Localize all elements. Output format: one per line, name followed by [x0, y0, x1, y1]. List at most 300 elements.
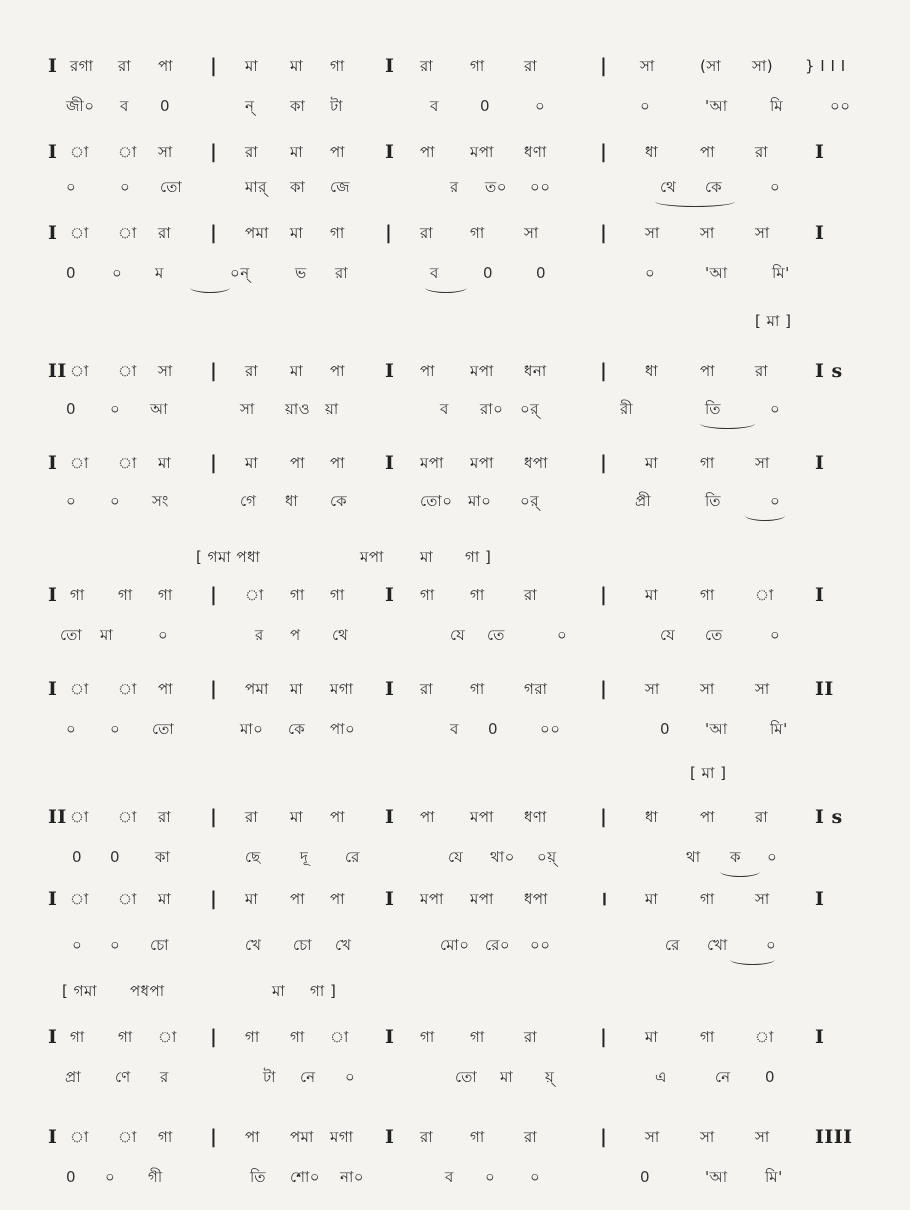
lyric-syllable: ম: [155, 264, 164, 282]
lyric-syllable: খে: [335, 936, 352, 954]
beat-divider: |: [210, 1126, 218, 1148]
lyric-syllable: না০: [340, 1168, 365, 1186]
bracket-line: [0, 546, 910, 580]
swara-line: [0, 360, 910, 394]
lyric-syllable: থা০: [490, 848, 515, 866]
lyric-syllable: ০র্: [520, 492, 540, 510]
bar-line: I: [815, 1026, 825, 1048]
lyric-syllable: ব: [445, 1168, 454, 1186]
lyric-syllable: তো০: [420, 492, 453, 510]
beat-divider: |: [600, 55, 608, 77]
bar-line: I: [385, 452, 395, 474]
lyric-syllable: ণে: [115, 1068, 131, 1086]
lyric-syllable: নে: [300, 1068, 316, 1086]
beat-divider: |: [210, 888, 218, 910]
swara-note: গা: [70, 586, 85, 604]
swara-note: রা: [118, 57, 132, 75]
lyric-syllable: ব: [120, 97, 129, 115]
swara-note: া: [118, 1128, 137, 1146]
swara-note: মগা: [330, 1128, 354, 1146]
lyric-syllable: প্রা: [65, 1068, 82, 1086]
lyric-syllable: র: [255, 626, 264, 644]
lyric-syllable: 'আ: [705, 264, 728, 282]
bar-line: I s: [815, 360, 843, 382]
lyric-syllable: রে: [345, 848, 360, 866]
bracket-ga-2: গা ]: [310, 982, 337, 1000]
swara-note: গা: [700, 454, 715, 472]
swara-note: গা: [158, 1128, 173, 1146]
lyric-syllable: রা০: [480, 400, 504, 418]
beat-divider: |: [600, 452, 608, 474]
swara-note: া: [118, 890, 137, 908]
bar-line: I: [815, 452, 825, 474]
swara-note: গা: [470, 1028, 485, 1046]
swara-note: রা: [245, 362, 259, 380]
swara-note: া: [70, 808, 89, 826]
swara-note: মা: [245, 890, 259, 908]
swara-note: পা: [420, 362, 436, 380]
lyric-syllable: 0: [66, 264, 77, 282]
beat-divider: |: [210, 222, 218, 244]
lyric-syllable: ০: [66, 492, 77, 510]
swara-note: পমা: [245, 680, 269, 698]
beat-divider: |: [210, 141, 218, 163]
lyric-syllable: রী: [620, 400, 634, 418]
lyric-syllable: ০: [120, 178, 131, 196]
lyric-syllable: 'আ: [705, 720, 728, 738]
swara-note: মপা: [470, 454, 494, 472]
swara-note: পা: [330, 362, 346, 380]
lyric-syllable: কে: [288, 720, 306, 738]
lyric-syllable: জী০: [66, 97, 95, 115]
swara-note: ধা: [645, 143, 659, 161]
bracket-gama: [ গমা পধা: [196, 548, 261, 566]
bar-line: II: [48, 806, 67, 828]
lyric-syllable: ০: [535, 97, 546, 115]
swara-note: গা: [700, 586, 715, 604]
lyric-syllable: ০: [770, 400, 781, 418]
lyric-syllable: র: [450, 178, 459, 196]
swara-note: পা: [330, 808, 346, 826]
lyric-syllable: 0: [66, 1168, 77, 1186]
swara-note: পা: [420, 143, 436, 161]
lyric-syllable: ০: [767, 848, 778, 866]
slur-arc: [730, 954, 775, 965]
swara-line: [0, 806, 910, 840]
lyric-syllable: নে: [715, 1068, 731, 1086]
swara-note: গা: [420, 1028, 435, 1046]
swara-note: া: [118, 680, 137, 698]
bracket-line: [0, 310, 910, 344]
lyric-syllable: মো০: [440, 936, 470, 954]
lyric-syllable: 0: [660, 720, 671, 738]
swara-note: পা: [245, 1128, 261, 1146]
swara-note: া: [70, 454, 89, 472]
lyric-syllable: কে: [330, 492, 348, 510]
bar-line: I: [385, 584, 395, 606]
lyric-syllable: 0: [640, 1168, 651, 1186]
lyric-syllable: ০০: [530, 936, 551, 954]
lyric-syllable: ০: [770, 626, 781, 644]
swara-note: সা: [524, 224, 539, 242]
bracket-mapa: মপা: [360, 548, 384, 566]
swara-note: রা: [420, 680, 434, 698]
lyric-syllable: যে: [448, 848, 464, 866]
swara-note: রা: [245, 143, 259, 161]
bracket-ma-2: মা: [420, 548, 434, 566]
bar-line: I: [48, 584, 58, 606]
swara-note: মা: [645, 454, 659, 472]
bar-line: I: [815, 141, 825, 163]
swara-note: া: [70, 890, 89, 908]
swara-note: া: [70, 362, 89, 380]
bar-line: I s: [815, 806, 843, 828]
swara-note: া: [755, 586, 774, 604]
swara-note: গা: [420, 586, 435, 604]
lyric-syllable: ০: [66, 178, 77, 196]
lyric-syllable: থে: [332, 626, 349, 644]
swara-note: মপা: [470, 362, 494, 380]
swara-note: ধপা: [524, 890, 548, 908]
lyric-syllable: ০: [105, 1168, 116, 1186]
bracket-padhapa: পধপা: [130, 982, 165, 1000]
lyric-syllable: কা: [290, 97, 306, 115]
swara-note: মা: [290, 362, 304, 380]
lyric-syllable: ০: [110, 400, 121, 418]
lyric-syllable: সং: [152, 492, 169, 510]
lyric-syllable: যে: [660, 626, 676, 644]
swara-line: [0, 222, 910, 256]
lyric-syllable: ছে: [245, 848, 261, 866]
swara-note: মা: [290, 808, 304, 826]
swara-note: মা: [158, 454, 172, 472]
bar-line: I: [385, 888, 395, 910]
swara-note: া: [118, 454, 137, 472]
swara-note: মপা: [470, 143, 494, 161]
lyric-syllable: র: [160, 1068, 169, 1086]
bar-line: II: [48, 360, 67, 382]
swara-note: মা: [245, 57, 259, 75]
lyric-syllable: ০: [485, 1168, 496, 1186]
swara-note: সা: [645, 680, 660, 698]
swara-note: গা: [118, 586, 133, 604]
lyric-syllable: জে: [330, 178, 351, 196]
lyric-syllable: রে০: [485, 936, 511, 954]
lyric-syllable: ০: [645, 264, 656, 282]
lyric-syllable: ০: [770, 178, 781, 196]
swara-note: পমা: [245, 224, 269, 242]
swara-note: সা): [752, 57, 774, 75]
bar-line: I: [385, 55, 395, 77]
lyric-syllable: 0: [536, 264, 547, 282]
swara-note: (সা: [700, 57, 722, 75]
lyric-line: [0, 846, 910, 880]
lyric-syllable: তি: [250, 1168, 267, 1186]
swara-note: রা: [420, 1128, 434, 1146]
swara-note: মপা: [470, 890, 494, 908]
swara-note: া: [70, 143, 89, 161]
swara-note: সা: [645, 1128, 660, 1146]
swara-line: [0, 141, 910, 175]
lyric-syllable: ব: [450, 720, 459, 738]
slur-arc: [700, 418, 755, 429]
swara-note: মা: [290, 680, 304, 698]
lyric-syllable: য়্: [545, 1068, 555, 1086]
lyric-syllable: কে: [705, 178, 723, 196]
swara-note: ধপা: [524, 454, 548, 472]
lyric-syllable: তো: [160, 178, 183, 196]
lyric-syllable: যে: [450, 626, 466, 644]
lyric-syllable: মা: [500, 1068, 514, 1086]
lyric-syllable: রে: [665, 936, 680, 954]
lyric-syllable: কা: [290, 178, 306, 196]
bar-line: I: [385, 360, 395, 382]
bar-line: I: [815, 584, 825, 606]
lyric-syllable: থা: [686, 848, 701, 866]
swara-note: পা: [420, 808, 436, 826]
lyric-syllable: সা: [240, 400, 255, 418]
bar-line: I: [815, 222, 825, 244]
beat-divider: |: [385, 222, 393, 244]
lyric-syllable: 0: [488, 720, 499, 738]
lyric-syllable: তে: [705, 626, 723, 644]
beat-divider: |: [210, 584, 218, 606]
swara-note: ধা: [645, 808, 659, 826]
lyric-syllable: তো: [152, 720, 175, 738]
lyric-syllable: পা০: [330, 720, 356, 738]
lyric-syllable: ব: [430, 97, 439, 115]
swara-note: রা: [524, 1028, 538, 1046]
swara-note: রা: [420, 57, 434, 75]
swara-note: গা: [330, 586, 345, 604]
lyric-line: [0, 95, 910, 129]
beat-divider: ।: [600, 888, 608, 910]
swara-note: সা: [645, 224, 660, 242]
beat-divider: |: [600, 141, 608, 163]
swara-note: সা: [700, 680, 715, 698]
lyric-syllable: ০: [112, 264, 123, 282]
swara-note: মা: [290, 224, 304, 242]
swara-note: গা: [330, 57, 345, 75]
lyric-syllable: 0: [66, 400, 77, 418]
swara-note: া: [158, 1028, 177, 1046]
lyric-syllable: ০০: [830, 97, 851, 115]
bar-line: I: [385, 1126, 395, 1148]
bar-line: I: [815, 888, 825, 910]
swara-note: সা: [755, 890, 770, 908]
lyric-line: [0, 1166, 910, 1200]
beat-divider: |: [600, 1026, 608, 1048]
swara-note: মা: [245, 454, 259, 472]
lyric-syllable: ০: [66, 720, 77, 738]
swara-note: রা: [524, 1128, 538, 1146]
swara-note: রা: [524, 586, 538, 604]
beat-divider: |: [210, 452, 218, 474]
swara-note: গা: [470, 680, 485, 698]
lyric-syllable: ০: [110, 492, 121, 510]
swara-note: সা: [755, 224, 770, 242]
swara-note: গা: [70, 1028, 85, 1046]
lyric-syllable: মি': [765, 1168, 783, 1186]
lyric-syllable: মি: [770, 97, 784, 115]
lyric-syllable: ন্: [245, 97, 255, 115]
swara-note: রগা: [70, 57, 94, 75]
lyric-syllable: তে: [487, 626, 505, 644]
lyric-syllable: ০: [770, 492, 781, 510]
swara-note: া: [70, 680, 89, 698]
swara-note: গা: [470, 1128, 485, 1146]
swara-note: মা: [645, 586, 659, 604]
swara-note: পা: [700, 143, 716, 161]
swara-note: গা: [700, 1028, 715, 1046]
bracket-ma-1: [ মা ]: [755, 312, 792, 330]
swara-note: া: [755, 1028, 774, 1046]
lyric-syllable: 0: [765, 1068, 776, 1086]
swara-note: গা: [700, 890, 715, 908]
bracket-ga: গা ]: [465, 548, 492, 566]
bar-line: I: [385, 678, 395, 700]
lyric-syllable: থে: [660, 178, 677, 196]
swara-note: মপা: [420, 890, 444, 908]
swara-note: গা: [158, 586, 173, 604]
lyric-line: [0, 718, 910, 752]
lyric-syllable: 0: [72, 848, 83, 866]
bracket-gama-2: [ গমা: [62, 982, 98, 1000]
lyric-syllable: ত০: [485, 178, 508, 196]
lyric-syllable: ০: [530, 1168, 541, 1186]
lyric-syllable: প: [290, 626, 301, 644]
swara-note: রা: [158, 224, 172, 242]
beat-divider: |: [600, 806, 608, 828]
bar-line: I: [48, 55, 58, 77]
lyric-syllable: মি': [772, 264, 790, 282]
swara-note: পমা: [290, 1128, 314, 1146]
bar-line: I: [48, 141, 58, 163]
lyric-syllable: ০র্: [520, 400, 540, 418]
swara-note: া: [118, 224, 137, 242]
bar-line: I: [48, 678, 58, 700]
lyric-line: [0, 176, 910, 210]
swara-note: রা: [524, 57, 538, 75]
swara-line: [0, 678, 910, 712]
lyric-syllable: ০: [110, 720, 121, 738]
swara-note: া: [330, 1028, 349, 1046]
lyric-syllable: ধা: [285, 492, 299, 510]
bracket-ma-2: [ মা ]: [690, 764, 727, 782]
lyric-syllable: 'আ: [705, 1168, 728, 1186]
lyric-syllable: 'আ: [705, 97, 728, 115]
swara-note: ধা: [645, 362, 659, 380]
swara-note: পা: [158, 680, 174, 698]
lyric-syllable: চো: [293, 936, 313, 954]
bar-line: I: [48, 1126, 58, 1148]
swara-note: সা: [158, 362, 173, 380]
lyric-syllable: ব: [430, 264, 439, 282]
lyric-syllable: ভ: [295, 264, 307, 282]
lyric-syllable: ০: [345, 1068, 356, 1086]
swara-note: মা: [158, 890, 172, 908]
lyric-syllable: শো০: [290, 1168, 321, 1186]
beat-divider: |: [210, 360, 218, 382]
lyric-syllable: ০: [72, 936, 83, 954]
swara-line: [0, 888, 910, 922]
bar-line: I: [48, 888, 58, 910]
slur-arc: [425, 282, 467, 293]
bar-line: I: [48, 1026, 58, 1048]
bracket-line: [0, 980, 910, 1014]
lyric-syllable: ০: [557, 626, 568, 644]
swara-line: [0, 1126, 910, 1160]
lyric-syllable: গী: [148, 1168, 163, 1186]
swara-note: পা: [700, 808, 716, 826]
swara-note: া: [118, 143, 137, 161]
swara-note: গা: [290, 586, 305, 604]
swara-note: া: [245, 586, 264, 604]
lyric-line: [0, 1066, 910, 1100]
lyric-syllable: মা: [100, 626, 114, 644]
swara-note: সা: [755, 1128, 770, 1146]
swara-note: সা: [700, 224, 715, 242]
lyric-syllable: আ: [150, 400, 168, 418]
swara-note: গা: [330, 224, 345, 242]
lyric-syllable: এ: [655, 1068, 667, 1086]
swara-note: গা: [118, 1028, 133, 1046]
lyric-syllable: মা০: [240, 720, 264, 738]
lyric-syllable: তো: [60, 626, 83, 644]
bar-line: I: [385, 806, 395, 828]
lyric-syllable: ক: [730, 848, 741, 866]
swara-note: া: [118, 362, 137, 380]
lyric-syllable: প্রী: [635, 492, 651, 510]
lyric-syllable: ০: [766, 936, 777, 954]
beat-divider: |: [600, 1126, 608, 1148]
lyric-syllable: তো: [455, 1068, 478, 1086]
bar-line: I: [385, 141, 395, 163]
swara-note: পা: [290, 890, 306, 908]
swara-note: মগা: [330, 680, 354, 698]
lyric-syllable: ০: [110, 936, 121, 954]
lyric-syllable: ০ন্: [230, 264, 250, 282]
lyric-syllable: 0: [110, 848, 121, 866]
lyric-syllable: ০: [640, 97, 651, 115]
swara-note: পা: [330, 143, 346, 161]
swara-line: [0, 1026, 910, 1060]
swara-note: মা: [290, 143, 304, 161]
lyric-syllable: তি: [705, 400, 722, 418]
swara-note: পা: [330, 890, 346, 908]
bar-line: I: [48, 452, 58, 474]
lyric-syllable: কা: [155, 848, 171, 866]
swara-note: মা: [645, 890, 659, 908]
swara-note: } I I I: [805, 57, 846, 75]
swara-line: [0, 584, 910, 618]
swara-note: গা: [245, 1028, 260, 1046]
lyric-syllable: 0: [483, 264, 494, 282]
beat-divider: |: [210, 806, 218, 828]
lyric-syllable: ০০: [540, 720, 561, 738]
bar-line: IIII: [815, 1126, 853, 1148]
swara-note: গা: [470, 57, 485, 75]
swara-note: পা: [700, 362, 716, 380]
beat-divider: |: [600, 678, 608, 700]
swara-line: [0, 452, 910, 486]
bracket-line: [0, 762, 910, 796]
swara-note: সা: [640, 57, 655, 75]
lyric-syllable: মা০: [468, 492, 492, 510]
bar-line: I: [48, 222, 58, 244]
beat-divider: |: [210, 55, 218, 77]
slur-arc: [190, 282, 230, 293]
